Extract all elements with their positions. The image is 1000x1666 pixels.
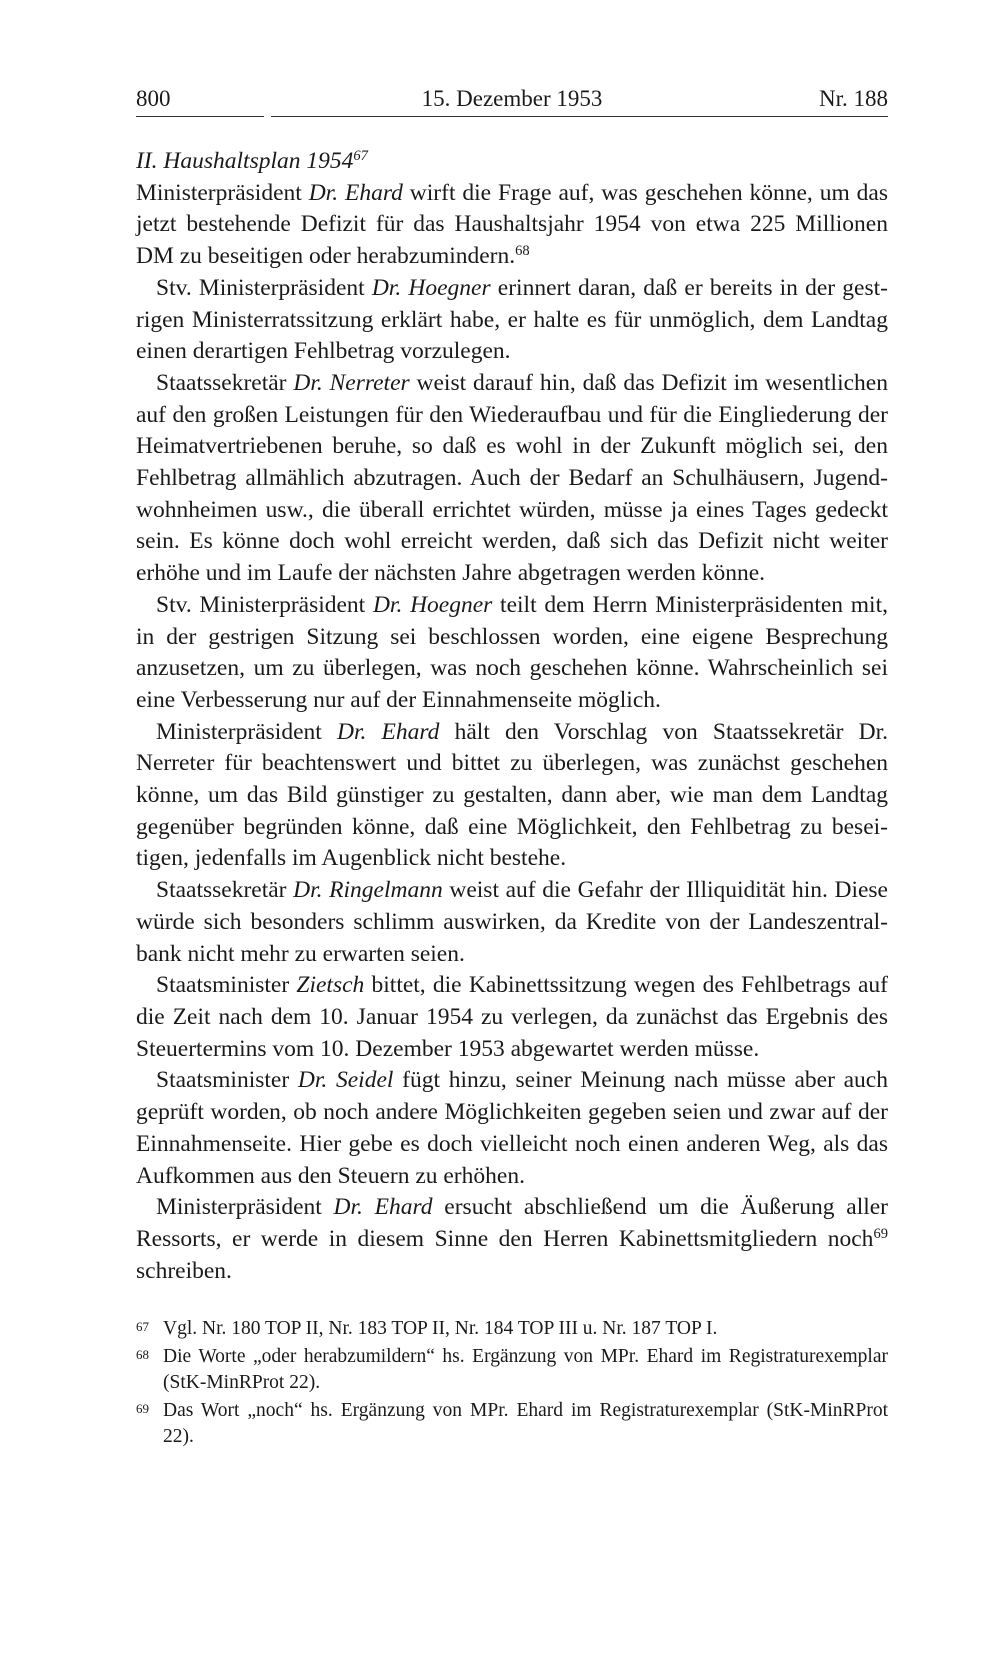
footnotes	[136, 1316, 888, 1452]
issue-number: Nr. 188	[819, 86, 888, 111]
footnote-text: Die Worte „oder herabzumildern“ hs. Ergänzung von MPr. Ehard im Registraturexemplar (StK-MinRProt 22).	[163, 1346, 888, 1393]
text-run: bittet, die Kabinettssitzung wegen des Fehlbetrags auf die Zeit nach dem 10. Januar 1954 zu verlegen, da zunächst das Ergebnis des Steuertermins vom 10. Dezember 1953 abgewartet werden müsse.	[136, 972, 888, 1062]
paragraph	[136, 970, 888, 1065]
header-rule-left	[136, 116, 264, 117]
text-run: weist darauf hin, daß das Defizit im wesentlichen auf den großen Leistungen für den Wiederaufbau und für die Eingliederung der Heimatvertriebenen beruhe, so daß es wohl in der Zukunft möglich sei, den Fehlbetrag allmählich abzutragen. Auch der Bedarf an Schulhäusern, Jugendwohnheimen usw., die überall errichtet würden, müsse ja eines Tages gedeckt sein. Es könne doch wohl erreicht werden, daß sich das Defizit nicht weiter erhöhe und im Laufe der nächsten Jahre abgetragen werden könne.	[136, 369, 888, 587]
text-run: Staatssekretär	[156, 369, 294, 396]
section-heading	[136, 146, 888, 178]
paragraph	[136, 1065, 888, 1192]
speaker-name: Dr. Nerreter	[293, 369, 410, 396]
text-run: wirft die Frage auf, was geschehen könne, um das jetzt bestehende Defizit für das Haushaltsjahr 1954 von etwa 225 Millionen DM zu beseitigen oder herabzumindern.	[136, 179, 888, 270]
speaker-name: Dr. Hoegner	[371, 274, 491, 301]
text-run: ersucht abschließend um die Äußerung aller Ressorts, er werde in diesem Sinne den Herren Kabinettsmitgliedern noch	[136, 1194, 889, 1252]
speaker-name: Dr. Ehard	[308, 179, 403, 206]
footnote-ref: 69	[873, 1225, 888, 1242]
text-run: Ministerpräsident	[156, 718, 337, 745]
footnote	[136, 1344, 888, 1396]
footnote-number: 68	[136, 1347, 149, 1362]
footnote	[136, 1398, 888, 1450]
paragraph	[136, 875, 888, 970]
text-run: fügt hinzu, seiner Meinung nach müsse aber auch geprüft worden, ob noch andere Möglichkeiten gegeben seien und zwar auf der Einnahmenseite. Hier gebe es doch vielleicht noch einen anderen Weg, als das Aufkommen aus den Steuern zu erhöhen.	[136, 1067, 888, 1189]
text-run: Staatssekretär	[156, 877, 294, 904]
footnote-number: 69	[136, 1401, 149, 1416]
text-run: teilt dem Herrn Ministerpräsidenten mit, in der gestrigen Sitzung sei beschlossen worden, eine eigene Besprechung anzusetzen, um zu überlegen, was noch geschehen könne. Wahrscheinlich sei eine Verbesserung nur auf der Einnahmenseite möglich.	[136, 591, 888, 713]
text-run: Staatsminister	[156, 1067, 298, 1094]
paragraphs	[136, 178, 888, 1288]
header-rule	[271, 116, 888, 117]
main-text	[136, 146, 888, 1287]
text-run: Stv. Ministerpräsident	[156, 591, 373, 618]
speaker-name: Dr. Ehard	[336, 718, 440, 745]
footnote	[136, 1316, 888, 1342]
paragraph	[136, 590, 888, 717]
speaker-name: Dr. Hoegner	[372, 591, 493, 618]
footnote-number: 67	[136, 1319, 149, 1334]
paragraph	[136, 273, 888, 368]
paragraph	[136, 1192, 888, 1287]
page-number: 800	[136, 86, 171, 111]
text-run: Stv. Ministerpräsident	[156, 274, 372, 301]
running-header	[136, 84, 888, 118]
text-run: weist auf die Gefahr der Illiquidität hin. Diese würde sich besonders schlimm auswirken, da Kredite von der Landeszentralbank nicht mehr zu erwarten seien.	[136, 877, 888, 967]
speaker-name: Dr. Ehard	[333, 1194, 433, 1221]
speaker-name: Dr. Ringelmann	[293, 877, 443, 904]
speaker-name: Dr. Seidel	[297, 1067, 394, 1094]
paragraph	[136, 717, 888, 876]
text-run: hält den Vorschlag von Staatssekretär Dr. Nerreter für beachtenswert und bittet zu überlegen, was zunächst geschehen könne, um das Bild günstiger zu gestalten, dann aber, wie man dem Landtag gegenüber begründen könne, daß eine Möglichkeit, den Fehlbetrag zu beseitigen, jedenfalls im Augenblick nicht bestehe.	[136, 718, 888, 872]
paragraph	[136, 368, 888, 590]
text-run: erinnert daran, daß er bereits in der gestrigen Ministerratssitzung erklärt habe, er halte es für unmöglich, dem Landtag einen derartigen Fehlbetrag vorzulegen.	[136, 274, 888, 365]
section-title: II. Haushaltsplan 1954	[136, 148, 354, 174]
speaker-name: Zietsch	[296, 972, 365, 999]
footnote-text: Vgl. Nr. 180 TOP II, Nr. 183 TOP II, Nr. 184 TOP III u. Nr. 187 TOP I.	[163, 1318, 718, 1339]
footnote-ref: 68	[515, 243, 530, 260]
text-run: Ministerpräsident	[136, 179, 309, 206]
text-run: Staatsminister	[156, 972, 297, 999]
footnote-text: Das Wort „noch“ hs. Ergänzung von MPr. Ehard im Registraturexemplar (StK-MinRProt 22).	[163, 1400, 888, 1447]
text-run: schreiben.	[136, 1257, 232, 1284]
footnote-ref: 67	[353, 148, 368, 164]
paragraph	[136, 178, 888, 273]
header-date: 15. Dezember 1953	[421, 86, 603, 111]
text-run: Ministerpräsident	[156, 1194, 334, 1221]
